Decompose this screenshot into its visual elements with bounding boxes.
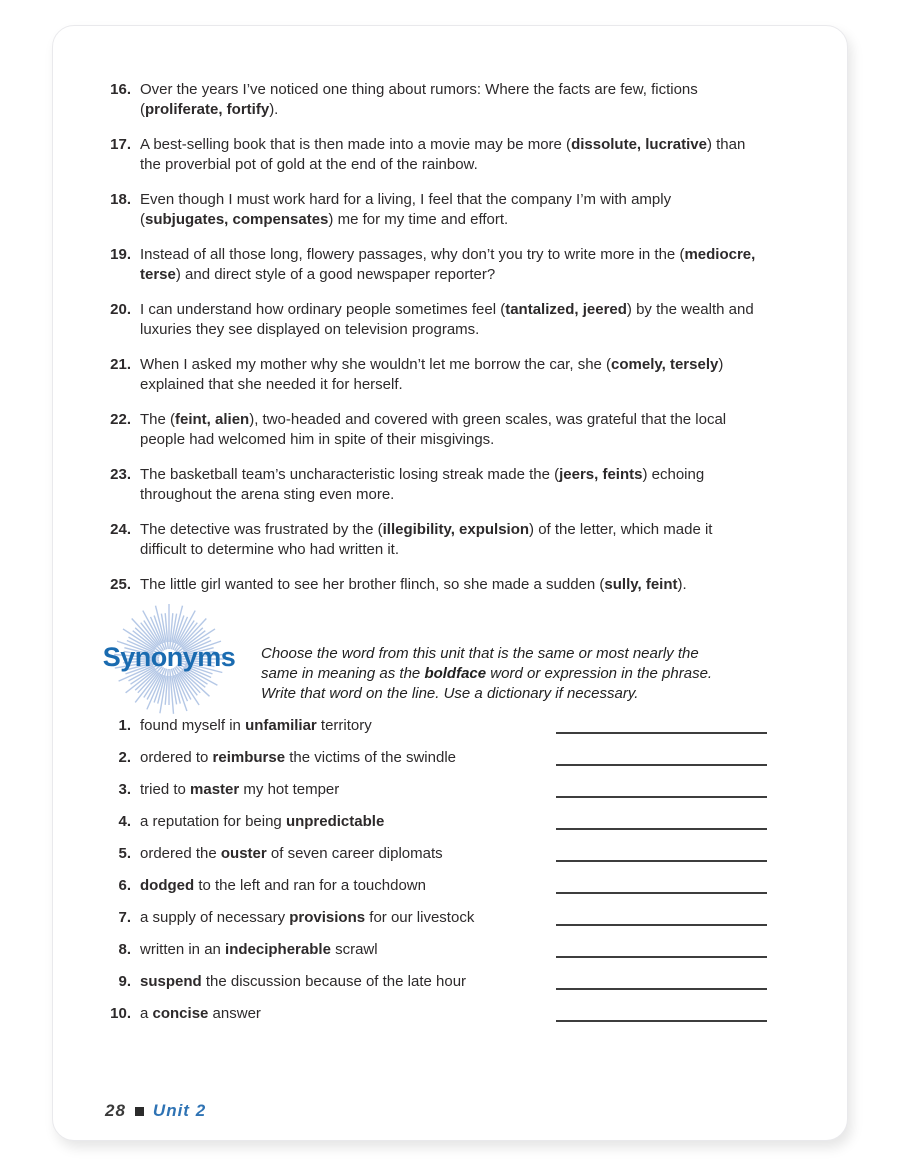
sentence-item-17 — [101, 135, 763, 175]
item-text: The basketball team’s uncharacteristic losing streak made the (jeers, feints) echoing throughout the arena sting even more. — [140, 466, 705, 503]
sentence-item-19 — [101, 245, 763, 285]
sentence-item-23 — [101, 465, 763, 505]
item-text: The little girl wanted to see her brother flinch, so she made a sudden (sully, feint). — [140, 576, 687, 593]
item-text: Instead of all those long, flowery passages, why don’t you try to write more in the (mediocre, terse) and direct style of a good newspaper reporter? — [140, 246, 756, 283]
sentence-item-18 — [101, 190, 763, 230]
item-number: 5. — [118, 845, 131, 862]
item-text: ordered to reimburse the victims of the swindle — [140, 749, 456, 766]
sentence-item-24 — [101, 520, 763, 560]
synonym-item-7 — [103, 908, 767, 928]
item-text: a concise answer — [140, 1005, 261, 1022]
answer-blank-line — [556, 718, 767, 734]
synonyms-logo-label: Synonyms — [102, 642, 236, 672]
boldface-word: concise — [152, 1005, 209, 1022]
answer-blank-line — [556, 1006, 767, 1022]
boldface-word: unpredictable — [285, 813, 385, 830]
item-number: 1. — [118, 717, 131, 734]
word-choices: illegibility, expulsion — [382, 521, 530, 538]
synonym-item-4 — [103, 812, 767, 832]
item-number: 20. — [110, 301, 131, 318]
choosing-word-list — [101, 80, 763, 610]
boldface-word: suspend — [140, 973, 202, 990]
item-text: found myself in unfamiliar territory — [140, 717, 372, 734]
boldface-word: master — [190, 781, 240, 798]
item-number: 7. — [118, 909, 131, 926]
synonyms-list — [103, 716, 767, 1036]
word-choices: subjugates, compensates — [145, 211, 329, 228]
item-number: 18. — [110, 191, 131, 208]
answer-blank-line — [556, 910, 767, 926]
synonym-item-6 — [103, 876, 767, 896]
synonym-item-10 — [103, 1004, 767, 1024]
unit-label: Unit 2 — [152, 1101, 207, 1120]
item-number: 6. — [118, 877, 131, 894]
sentence-item-25 — [101, 575, 763, 595]
item-text: I can understand how ordinary people sometimes feel (tantalized, jeered) by the wealth and luxuries they see displayed on television programs. — [140, 301, 754, 338]
boldface-word: indecipherable — [225, 941, 331, 958]
item-text: When I asked my mother why she wouldn’t let me borrow the car, she (comely, tersely) explained that she needed it for herself. — [140, 356, 724, 393]
item-number: 3. — [118, 781, 131, 798]
synonyms-instructions: Choose the word from this unit that is the same or most nearly the same in meaning as the boldface word or expression in the phrase. Write that word on the line. Use a dictionary if necessary. — [261, 645, 713, 702]
page-number: 28 — [105, 1101, 126, 1120]
answer-blank-line — [556, 878, 767, 894]
item-number: 4. — [118, 813, 131, 830]
word-choices: dissolute, lucrative — [571, 136, 707, 153]
item-number: 17. — [110, 136, 131, 153]
item-text: written in an indecipherable scrawl — [140, 941, 378, 958]
item-text: a reputation for being unpredictable — [140, 813, 385, 830]
answer-blank-line — [556, 942, 767, 958]
item-text: tried to master my hot temper — [140, 781, 340, 798]
item-number: 22. — [110, 411, 131, 428]
item-text: Even though I must work hard for a living, I feel that the company I’m with amply (subjugates, compensates) me for my time and effort. — [140, 191, 672, 228]
page-footer — [105, 1101, 206, 1121]
answer-blank-line — [556, 846, 767, 862]
synonym-item-1 — [103, 716, 767, 736]
item-number: 24. — [110, 521, 131, 538]
item-text: Over the years I’ve noticed one thing about rumors: Where the facts are few, fictions (proliferate, fortify). — [140, 81, 698, 118]
item-number: 16. — [110, 81, 131, 98]
item-text: suspend the discussion because of the late hour — [140, 973, 467, 990]
sentence-item-20 — [101, 300, 763, 340]
sentence-item-22 — [101, 410, 763, 450]
boldface-word: provisions — [289, 909, 366, 926]
item-text: dodged to the left and ran for a touchdown — [140, 877, 426, 894]
square-bullet-icon — [135, 1107, 144, 1116]
synonyms-logo — [93, 604, 245, 716]
item-number: 19. — [110, 246, 131, 263]
synonym-item-3 — [103, 780, 767, 800]
word-choices: feint, alien — [175, 411, 250, 428]
item-number: 25. — [110, 576, 131, 593]
workbook-page — [52, 25, 848, 1141]
answer-blank-line — [556, 974, 767, 990]
item-text: The (feint, alien), two-headed and covered with green scales, was grateful that the local people had welcomed him in spite of their misgivings. — [140, 411, 727, 448]
word-choices: mediocre, terse — [140, 246, 756, 283]
answer-blank-line — [556, 750, 767, 766]
item-number: 21. — [110, 356, 131, 373]
boldface-word: dodged — [140, 877, 195, 894]
item-text: A best-selling book that is then made into a movie may be more (dissolute, lucrative) than the proverbial pot of gold at the end of the rainbow. — [140, 136, 746, 173]
item-text: a supply of necessary provisions for our livestock — [140, 909, 475, 926]
sentence-item-16 — [101, 80, 763, 120]
synonym-item-5 — [103, 844, 767, 864]
synonym-item-2 — [103, 748, 767, 768]
boldface-word: ouster — [220, 845, 267, 862]
word-choices: proliferate, fortify — [145, 101, 270, 118]
item-text: ordered the ouster of seven career diplomats — [140, 845, 443, 862]
sentence-item-21 — [101, 355, 763, 395]
answer-blank-line — [556, 814, 767, 830]
item-number: 9. — [118, 973, 131, 990]
word-choices: sully, feint — [604, 576, 678, 593]
item-number: 8. — [118, 941, 131, 958]
word-choices: tantalized, jeered — [505, 301, 627, 318]
boldface-term: boldface — [424, 665, 487, 682]
boldface-word: reimburse — [212, 749, 286, 766]
synonym-item-8 — [103, 940, 767, 960]
item-number: 23. — [110, 466, 131, 483]
item-number: 10. — [110, 1005, 131, 1022]
synonym-item-9 — [103, 972, 767, 992]
boldface-word: unfamiliar — [245, 717, 317, 734]
item-number: 2. — [118, 749, 131, 766]
word-choices: comely, tersely — [611, 356, 719, 373]
word-choices: jeers, feints — [559, 466, 643, 483]
answer-blank-line — [556, 782, 767, 798]
item-text: The detective was frustrated by the (illegibility, expulsion) of the letter, which made it difficult to determine who had written it. — [140, 521, 713, 558]
